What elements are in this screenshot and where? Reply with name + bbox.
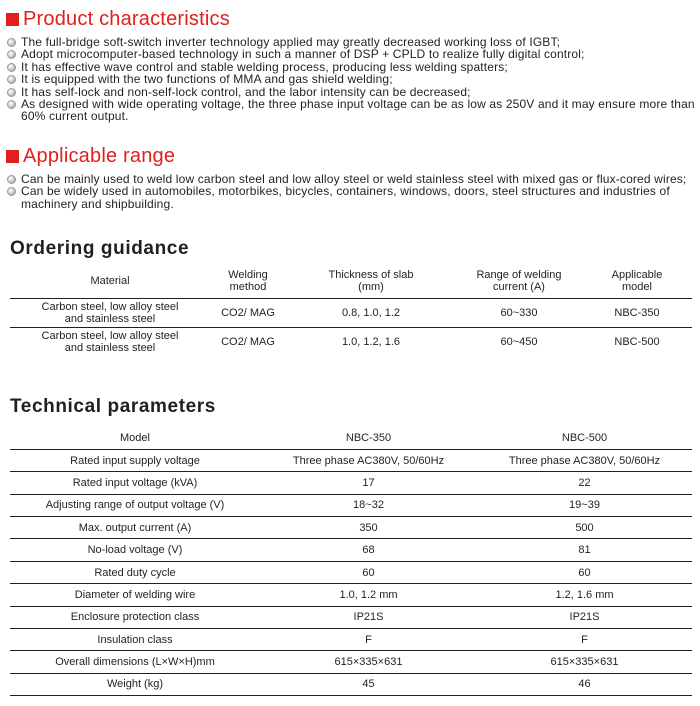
param-value-nbc-350: 45 [362, 678, 375, 691]
param-value-nbc-500: IP21S [569, 611, 600, 624]
cell-material: Carbon steel, low alloy steel and stainless steel [41, 300, 179, 325]
param-value-nbc-350: 18~32 [353, 499, 384, 512]
param-label: Adjusting range of output voltage (V) [45, 499, 225, 512]
applicable-range-heading [6, 145, 175, 167]
product-characteristics-list [6, 36, 696, 123]
bullet-icon [7, 75, 16, 84]
bullet-icon [7, 175, 16, 184]
header-welding-method: Welding method [228, 268, 268, 293]
bullet-icon [7, 38, 16, 47]
applicable-range-title: Applicable range [23, 145, 176, 167]
ordering-guidance-table [10, 266, 692, 356]
cell-model: NBC-350 [614, 306, 660, 319]
list-item: As designed with wide operating voltage, the three phase input voltage can be as low as 250V and it may ensure more than 60% current output. [6, 98, 696, 123]
param-value-nbc-350: Three phase AC380V, 50/60Hz [292, 454, 445, 467]
table-row [10, 673, 692, 695]
param-value-nbc-500: 22 [578, 476, 591, 489]
param-value-nbc-500: 500 [575, 521, 594, 534]
header-applicable-model: Applicable model [611, 268, 663, 293]
param-value-nbc-500: 60 [578, 566, 591, 579]
param-value-nbc-350: F [365, 633, 372, 646]
bullet-icon [7, 63, 16, 72]
header-material: Material [90, 274, 130, 287]
param-label: Enclosure protection class [70, 611, 200, 624]
bullet-icon [7, 50, 16, 59]
cell-model: NBC-500 [614, 335, 660, 348]
header-current-range: Range of welding current (A) [476, 268, 562, 293]
param-label: Rated input supply voltage [70, 454, 200, 467]
product-characteristics-title: Product characteristics [23, 8, 230, 30]
cell-method: CO2/ MAG [221, 335, 275, 348]
cell-thickness: 0.8, 1.0, 1.2 [341, 306, 401, 319]
cell-thickness: 1.0, 1.2, 1.6 [341, 335, 401, 348]
param-value-nbc-500: F [581, 633, 588, 646]
param-value-nbc-350: 615×335×631 [334, 656, 403, 669]
table-row [10, 517, 692, 539]
param-label: Diameter of welding wire [74, 588, 196, 601]
bullet-icon [7, 88, 16, 97]
list-item: Adopt microcomputer-based technology in such a manner of DSP + CPLD to realize fully digital control; [6, 48, 696, 60]
param-value-nbc-500: 615×335×631 [550, 656, 619, 669]
header-nbc-350: NBC-350 [345, 431, 392, 444]
ordering-guidance-title: Ordering guidance [10, 238, 190, 259]
technical-parameters-title: Technical parameters [10, 396, 216, 417]
table-row [10, 327, 692, 356]
list-item: The full-bridge soft-switch inverter technology applied may greatly decreased working loss of IGBT; [6, 36, 696, 48]
header-model: Model [120, 431, 150, 444]
param-value-nbc-350: 60 [362, 566, 375, 579]
table-row [10, 539, 692, 561]
list-item: It has effective wave control and stable welding process, producing less welding spatters; [6, 61, 696, 73]
table-row [10, 561, 692, 583]
bullet-icon [7, 187, 16, 196]
technical-parameters-table [10, 427, 692, 696]
param-value-nbc-350: 350 [359, 521, 378, 534]
list-item: Can be mainly used to weld low carbon steel and low alloy steel or weld stainless steel with mixed gas or flux-cored wires; [6, 173, 696, 185]
table-row [10, 584, 692, 606]
red-square-icon [6, 150, 19, 163]
param-label: Rated input voltage (kVA) [72, 476, 198, 489]
list-item: Can be widely used in automobiles, motorbikes, bicycles, containers, windows, doors, steel structures and industries of machinery and shipbuilding. [6, 185, 696, 210]
table-header-row [10, 266, 692, 298]
table-row [10, 629, 692, 651]
param-value-nbc-350: 1.0, 1.2 mm [339, 588, 398, 601]
table-row [10, 472, 692, 494]
param-value-nbc-350: 68 [362, 544, 375, 557]
bullet-icon [7, 100, 16, 109]
param-value-nbc-500: 19~39 [569, 499, 600, 512]
applicable-range-list [6, 173, 696, 210]
red-square-icon [6, 13, 19, 26]
param-value-nbc-500: Three phase AC380V, 50/60Hz [508, 454, 661, 467]
table-row [10, 494, 692, 516]
table-row [10, 298, 692, 327]
cell-method: CO2/ MAG [221, 306, 275, 319]
table-row [10, 606, 692, 628]
cell-material: Carbon steel, low alloy steel and stainless steel [41, 329, 179, 354]
table-row [10, 449, 692, 471]
param-label: Rated duty cycle [94, 566, 176, 579]
param-value-nbc-500: 1.2, 1.6 mm [555, 588, 614, 601]
param-value-nbc-500: 81 [578, 544, 591, 557]
param-label: Max. output current (A) [78, 521, 192, 534]
list-item: It is equipped with the two functions of MMA and gas shield welding; [6, 73, 696, 85]
param-label: Weight (kg) [106, 678, 164, 691]
product-characteristics-heading [6, 8, 230, 30]
param-label: Insulation class [97, 633, 173, 646]
param-value-nbc-350: 17 [362, 476, 375, 489]
table-header-row [10, 427, 692, 449]
param-value-nbc-350: IP21S [353, 611, 384, 624]
cell-current: 60~330 [500, 306, 538, 319]
cell-current: 60~450 [500, 335, 538, 348]
param-value-nbc-500: 46 [578, 678, 591, 691]
header-thickness: Thickness of slab (mm) [328, 268, 414, 293]
param-label: No-load voltage (V) [87, 544, 183, 557]
list-item: It has self-lock and non-self-lock control, and the labor intensity can be decreased; [6, 86, 696, 98]
table-row [10, 651, 692, 673]
param-label: Overall dimensions (L×W×H)mm [55, 656, 215, 669]
header-nbc-500: NBC-500 [561, 431, 608, 444]
